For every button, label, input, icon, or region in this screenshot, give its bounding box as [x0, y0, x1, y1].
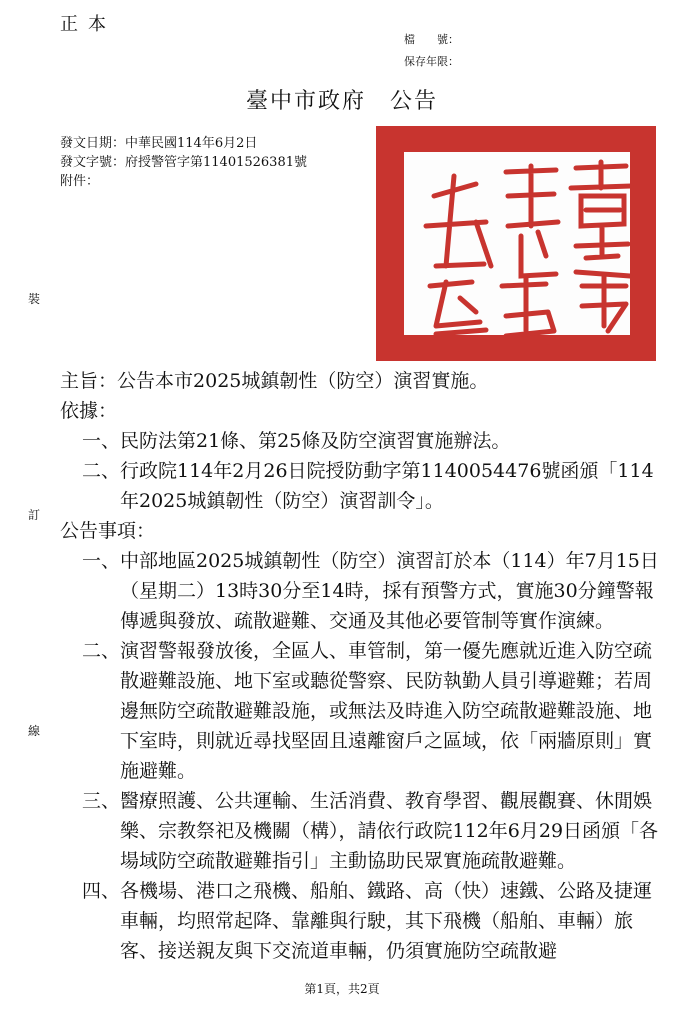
attachment-label: 附件：: [60, 174, 100, 189]
notice-item-number: 二、: [81, 640, 120, 662]
binding-mark-3: 線: [28, 724, 41, 738]
subject-text: 公告本市2025城鎮韌性（防空）演習實施。: [117, 370, 489, 392]
basis-label: 依據：: [60, 400, 118, 422]
notice-item: [60, 636, 660, 786]
subject-row: [60, 366, 660, 396]
basis-item-text: 民防法第21條、第25條及防空演習實施辦法。: [120, 430, 511, 452]
retention-label: 保存年限：: [404, 55, 459, 68]
official-seal-icon: [376, 126, 656, 361]
file-number-label: 檔 號：: [404, 33, 459, 46]
binding-mark-2: 訂: [28, 508, 41, 522]
document-number: 發文字號：府授警管字第11401526381號: [60, 155, 307, 170]
basis-item-text: 行政院114年2月26日院授防動字第1140054476號函頒「114年2025城鎮韌性（防空）演習訓令」。: [120, 460, 654, 512]
notice-item-number: 一、: [81, 550, 120, 572]
document-body: [60, 366, 660, 966]
notice-item-text: 醫療照護、公共運輸、生活消費、教育學習、觀展觀賽、休閒娛樂、宗教祭祀及機關（構），請依行政院112年6月29日函頒「各場域防空疏散避難指引」主動協助民眾實施疏散避難。: [120, 790, 659, 872]
notice-item-text: 中部地區2025城鎮韌性（防空）演習訂於本（114）年7月15日（星期二）13時30分至14時，採有預警方式，實施30分鐘警報傳遞與發放、疏散避難、交通及其他必要管制等實作演練。: [120, 550, 659, 632]
document-title: 臺中市政府 公告: [245, 89, 438, 114]
notice-item-number: 四、: [81, 880, 120, 902]
notice-label: 公告事項：: [60, 520, 156, 542]
copy-type-label: 正本: [60, 14, 116, 35]
notice-item: [60, 786, 660, 876]
page-number: 第1頁，共2頁: [304, 982, 380, 996]
binding-mark-1: 裝: [28, 292, 41, 306]
notice-item-text: 演習警報發放後，全區人、車管制，第一優先應就近進入防空疏散避難設施、地下室或聽從警察、民防執勤人員引導避難；若周邊無防空疏散避難設施，或無法及時進入防空疏散避難設施、地下室時，則就近尋找堅固且遠離窗戶之區域，依「兩牆原則」實施避難。: [120, 640, 653, 782]
issue-date: 發文日期：中華民國114年6月2日: [60, 136, 258, 151]
notice-item: [60, 546, 660, 636]
notice-item: [60, 876, 660, 966]
basis-item-number: 一、: [81, 430, 120, 452]
seal-glyph-strokes: [376, 126, 656, 361]
document-info: [60, 134, 307, 191]
basis-item-number: 二、: [81, 460, 120, 482]
subject-label: 主旨：: [60, 370, 118, 392]
basis-item: [60, 426, 660, 456]
notice-item-text: 各機場、港口之飛機、船舶、鐵路、高（快）速鐵、公路及捷運車輛，均照常起降、靠離與行駛，其下飛機（船舶、車輛）旅客、接送親友與下交流道車輛，仍須實施防空疏散避: [120, 880, 653, 962]
notice-item-number: 三、: [81, 790, 120, 812]
basis-item: [60, 456, 660, 516]
